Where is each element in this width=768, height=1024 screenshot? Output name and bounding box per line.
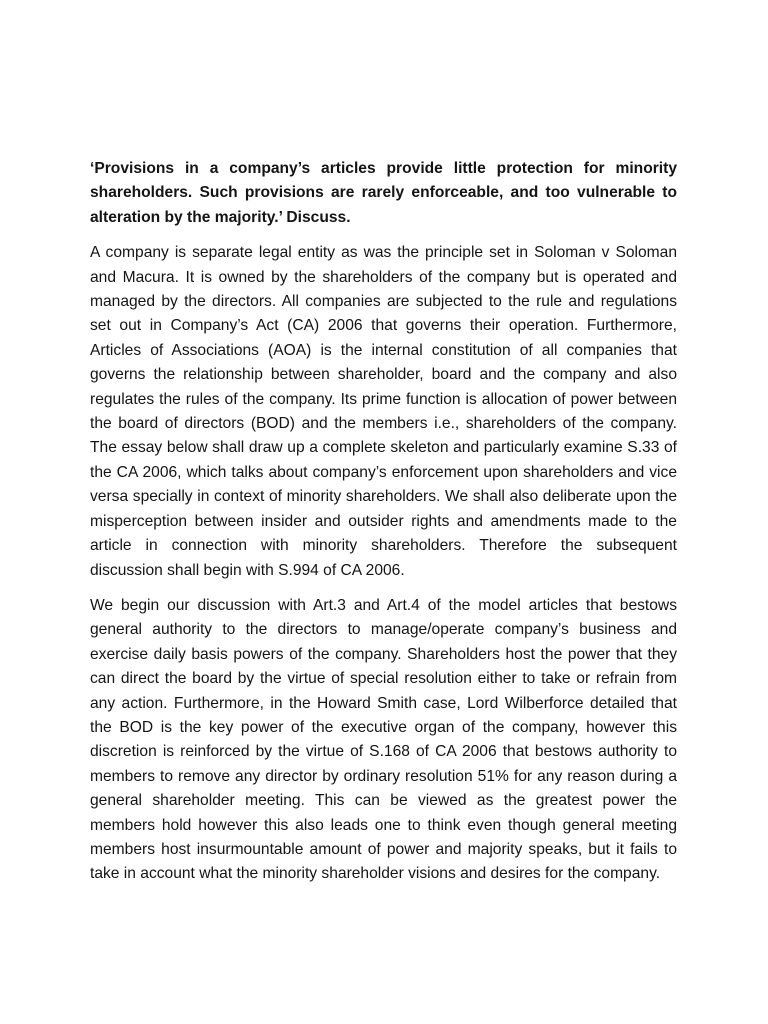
paragraph-introduction: A company is separate legal entity as was the principle set in Soloman v Soloman and Macura. It is owned by the shareholders of the company but is operated and managed by the directors. All companies are subjected to the rule and regulations set out in Company’s Act (CA) 2006 that governs their operation. Furthermore, Articles of Associations (AOA) is the internal constitution of all companies that governs the relationship between shareholder, board and the company and also regulates the rules of the company. Its prime function is allocation of power between the board of directors (BOD) and the members i.e., shareholders of the company. The essay below shall draw up a complete skeleton and particularly examine S.33 of the CA 2006, which talks about company’s enforcement upon shareholders and vice versa specially in context of minority shareholders. We shall also deliberate upon the misperception between insider and outsider rights and amendments made to the article in connection with minority shareholders. Therefore the subsequent discussion shall begin with S.994 of CA 2006.: [90, 244, 677, 579]
essay-question: ‘Provisions in a company’s articles provide little protection for minority shareholders. Such provisions are rarely enforceable, and too vulnerable to alteration by the majority.’ Discuss.: [90, 160, 677, 226]
paragraph-discussion: We begin our discussion with Art.3 and Art.4 of the model articles that bestows general authority to the directors to manage/operate company’s business and exercise daily basis powers of the company. Shareholders host the power that they can direct the board by the virtue of special resolution either to take or refrain from any action. Furthermore, in the Howard Smith case, Lord Wilberforce detailed that the BOD is the key power of the executive organ of the company, however this discretion is reinforced by the virtue of S.168 of CA 2006 that bestows authority to members to remove any director by ordinary resolution 51% for any reason during a general shareholder meeting. This can be viewed as the greatest power the members hold however this also leads one to think even though general meeting members host insurmountable amount of power and majority speaks, but it fails to take in account what the minority shareholder visions and desires for the company.: [90, 596, 677, 883]
document-page: [90, 157, 677, 898]
